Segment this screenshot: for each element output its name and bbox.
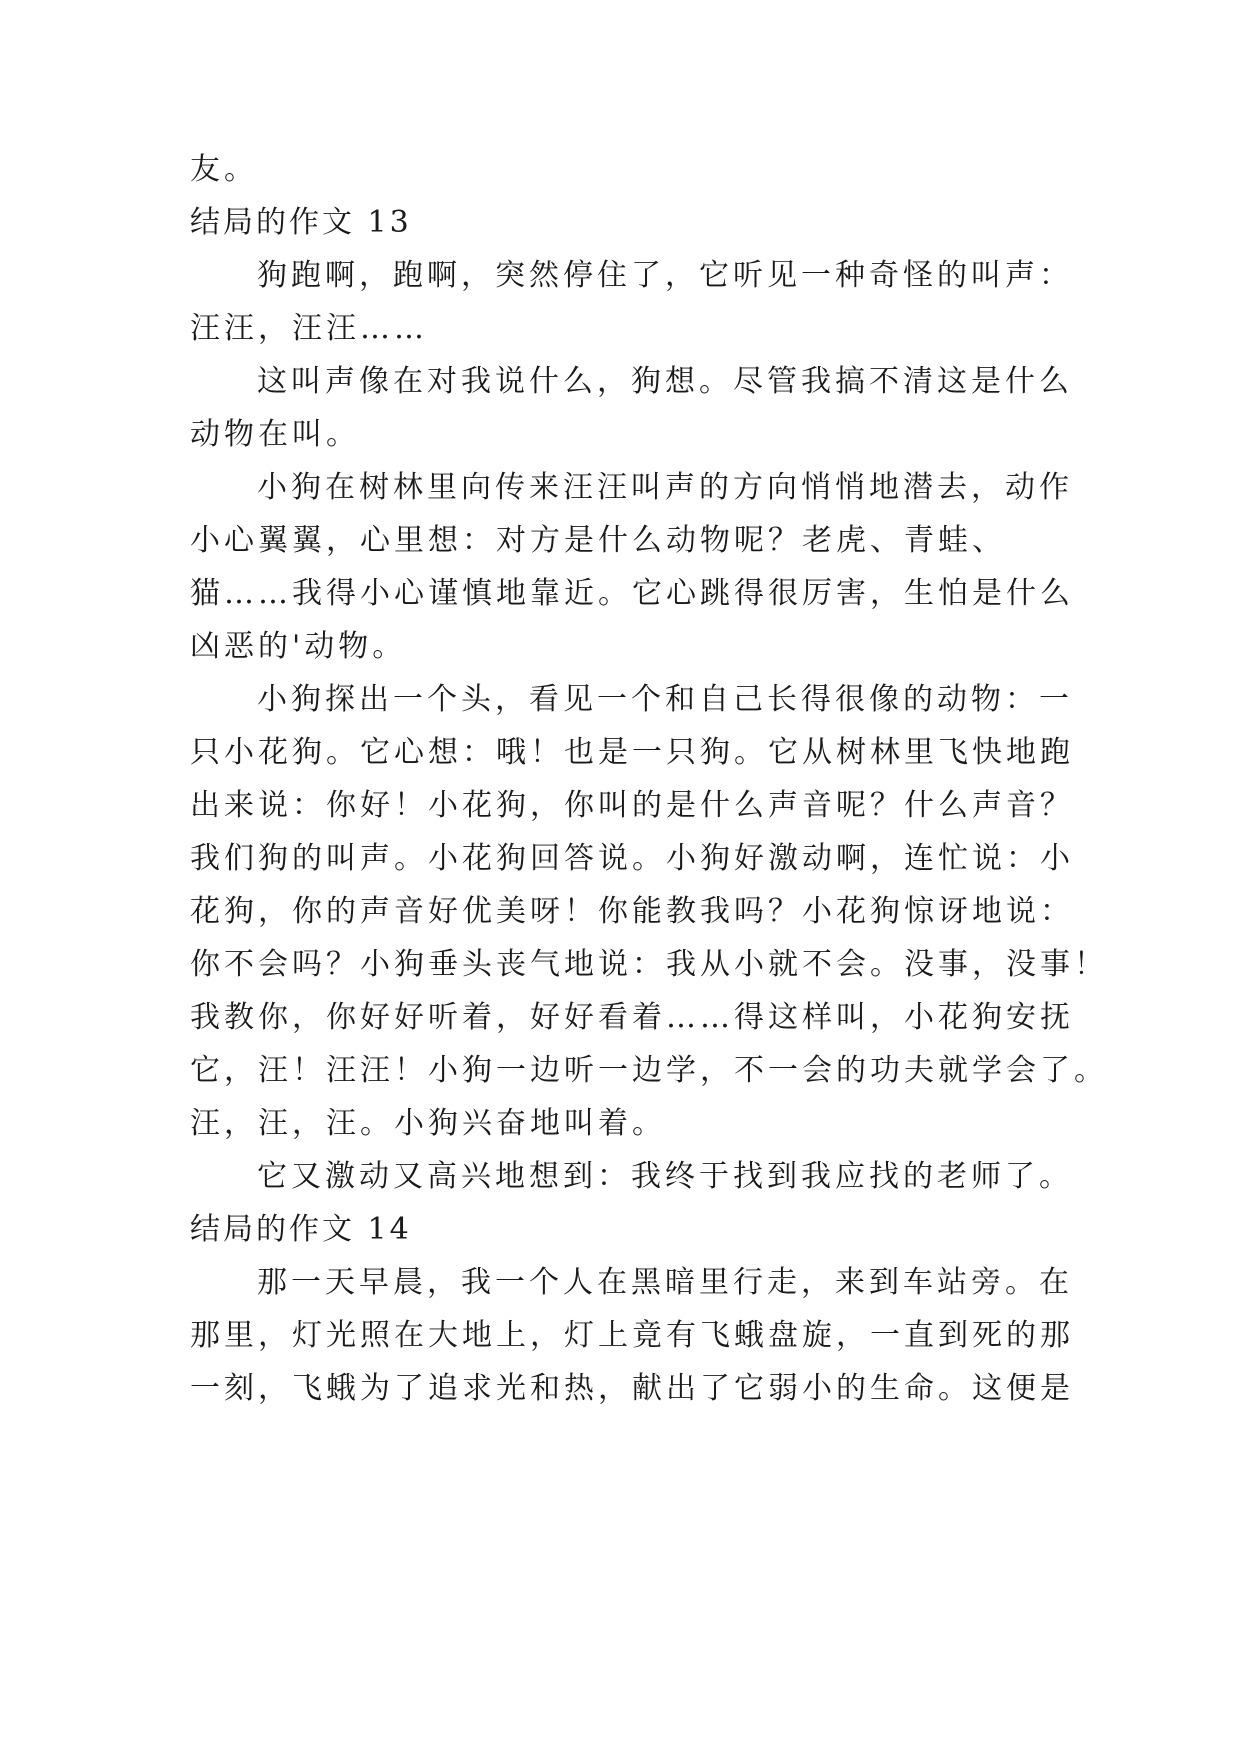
section-heading: 结局的作文 13 — [190, 205, 412, 240]
text-line: 友。 — [190, 152, 258, 187]
paragraph-line: 那一天早晨，我一个人在黑暗里行走，来到车站旁。在 — [257, 1265, 1073, 1300]
paragraph-line: 狗跑啊，跑啊，突然停住了，它听见一种奇怪的叫声： — [257, 258, 1073, 293]
text-line: 出来说：你好！小花狗，你叫的是什么声音呢？什么声音？ — [190, 788, 1074, 823]
section-heading: 结局的作文 14 — [190, 1212, 412, 1247]
text-line: 汪，汪，汪。小狗兴奋地叫着。 — [190, 1106, 666, 1141]
text-line: 它，汪！汪汪！小狗一边听一边学，不一会的功夫就学会了。 — [190, 1053, 1108, 1088]
paragraph-line: 它又激动又高兴地想到：我终于找到我应找的老师了。 — [257, 1159, 1073, 1194]
text-line: 一刻，飞蛾为了追求光和热，献出了它弱小的生命。这便是 — [190, 1371, 1074, 1406]
text-line: 动物在叫。 — [190, 417, 360, 452]
text-line: 花狗，你的声音好优美呀！你能教我吗？小花狗惊讶地说： — [190, 894, 1074, 929]
text-line: 汪汪，汪汪…… — [190, 311, 428, 346]
paragraph-line: 这叫声像在对我说什么，狗想。尽管我搞不清这是什么 — [257, 364, 1073, 399]
text-line: 凶恶的'动物。 — [190, 629, 407, 664]
text-line: 猫……我得小心谨慎地靠近。它心跳得很厉害，生怕是什么 — [190, 576, 1074, 611]
text-line: 小心翼翼，心里想：对方是什么动物呢？老虎、青蛙、 — [190, 523, 1006, 558]
paragraph-line: 小狗在树林里向传来汪汪叫声的方向悄悄地潜去，动作 — [257, 470, 1073, 505]
text-line: 我们狗的叫声。小花狗回答说。小狗好激动啊，连忙说：小 — [190, 841, 1074, 876]
text-line: 只小花狗。它心想：哦！也是一只狗。它从树林里飞快地跑 — [190, 735, 1074, 770]
paragraph-line: 小狗探出一个头，看见一个和自己长得很像的动物：一 — [257, 682, 1073, 717]
text-line: 我教你，你好好听着，好好看着……得这样叫，小花狗安抚 — [190, 1000, 1074, 1035]
text-line: 你不会吗？小狗垂头丧气地说：我从小就不会。没事，没事！ — [190, 947, 1108, 982]
text-line: 那里，灯光照在大地上，灯上竟有飞蛾盘旋，一直到死的那 — [190, 1318, 1074, 1353]
